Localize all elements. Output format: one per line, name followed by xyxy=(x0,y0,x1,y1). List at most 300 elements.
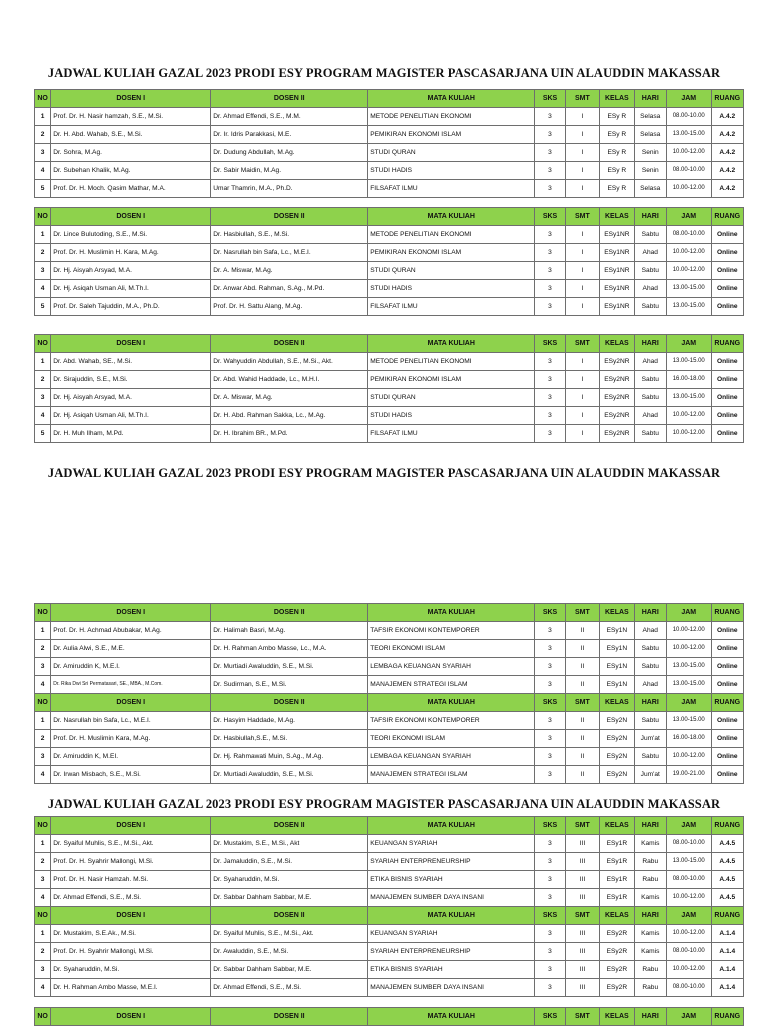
header-ruang: RUANG xyxy=(711,817,743,835)
header-sks: SKS xyxy=(535,1008,565,1026)
dosen-1-cell: Prof. Dr. H. Nasir Hamzah. M.Si. xyxy=(51,871,211,889)
smt-cell: I xyxy=(565,280,599,298)
jam-cell: 13.00-15.00 xyxy=(666,389,711,407)
mata-kuliah-cell: FILSAFAT ILMU xyxy=(368,180,535,198)
kelas-cell: ESy2N xyxy=(600,712,634,730)
row-no-cell: 2 xyxy=(35,943,51,961)
dosen-1-cell: Dr. Syaharuddin, M.Si. xyxy=(51,961,211,979)
header-sks: SKS xyxy=(535,694,565,712)
ruang-cell: Online xyxy=(711,622,743,640)
jam-cell: 10.00-12.00 xyxy=(666,244,711,262)
dosen-1-cell: Dr. Sohra, M.Ag. xyxy=(51,144,211,162)
jam-cell: 10.00-12.00 xyxy=(666,889,711,907)
header-sks: SKS xyxy=(535,817,565,835)
sks-cell: 3 xyxy=(535,943,565,961)
header-dosen1: DOSEN I xyxy=(51,907,211,925)
sks-cell: 3 xyxy=(535,425,565,443)
table-header-row xyxy=(35,208,744,226)
hari-cell: Ahad xyxy=(634,676,666,694)
dosen-2-cell: Dr. Hj. Rahmawati Muin, S.Ag., M.Ag. xyxy=(211,748,368,766)
kelas-cell: ESy1NR xyxy=(600,262,634,280)
mata-kuliah-cell: LEMBAGA KEUANGAN SYARIAH xyxy=(368,748,535,766)
row-no-cell: 5 xyxy=(35,425,51,443)
row-no-cell: 3 xyxy=(35,748,51,766)
header-ruang: RUANG xyxy=(711,907,743,925)
header-hari: HARI xyxy=(634,907,666,925)
dosen-1-cell: Prof. Dr. H. Achmad Abubakar, M.Ag. xyxy=(51,622,211,640)
header-kelas: KELAS xyxy=(600,335,634,353)
header-dosen1: DOSEN I xyxy=(51,90,211,108)
dosen-1-cell: Dr. Syaiful Muhlis, S.E., M.Si., Akt. xyxy=(51,835,211,853)
mata-kuliah-cell: METODE PENELITIAN EKONOMI xyxy=(368,108,535,126)
jam-cell: 16.00-18.00 xyxy=(666,730,711,748)
smt-cell: II xyxy=(565,676,599,694)
row-no-cell: 2 xyxy=(35,853,51,871)
header-smt: SMT xyxy=(565,90,599,108)
dosen-1-cell: Prof. Dr. H. Moch. Qasim Mathar, M.A. xyxy=(51,180,211,198)
table-header-row xyxy=(35,335,744,353)
dosen-1-cell: Prof. Dr. H. Muslimin Kara, M.Ag. xyxy=(51,730,211,748)
table-row xyxy=(35,730,744,748)
header-smt: SMT xyxy=(565,907,599,925)
kelas-cell: ESy2R xyxy=(600,961,634,979)
dosen-2-cell: Dr. Mustakim, S.E., M.Si., Akt xyxy=(211,835,368,853)
sks-cell: 3 xyxy=(535,162,565,180)
table-row xyxy=(35,622,744,640)
hari-cell: Rabu xyxy=(634,961,666,979)
smt-cell: III xyxy=(565,943,599,961)
kelas-cell: ESy1NR xyxy=(600,226,634,244)
header-jam: JAM xyxy=(666,604,711,622)
table-row xyxy=(35,226,744,244)
dosen-1-cell: Dr. Abd. Wahab, SE., M.Si. xyxy=(51,353,211,371)
sks-cell: 3 xyxy=(535,871,565,889)
dosen-1-cell: Dr. Hj. Aisyah Arsyad, M.A. xyxy=(51,262,211,280)
header-smt: SMT xyxy=(565,1008,599,1026)
sks-cell: 3 xyxy=(535,298,565,316)
hari-cell: Ahad xyxy=(634,622,666,640)
mata-kuliah-cell: TEORI EKONOMI ISLAM xyxy=(368,640,535,658)
ruang-cell: A.1.4 xyxy=(711,943,743,961)
ruang-cell: Online xyxy=(711,244,743,262)
dosen-2-cell: Dr. Hasbiullah,S.E., M.Si. xyxy=(211,730,368,748)
table-row xyxy=(35,979,744,997)
ruang-cell: Online xyxy=(711,676,743,694)
header-jam: JAM xyxy=(666,694,711,712)
dosen-1-cell: Prof. Dr. H. Nasir hamzah, S.E., M.Si. xyxy=(51,108,211,126)
smt-cell: I xyxy=(565,407,599,425)
dosen-1-cell: Dr. Mustakim, S.E.Ak., M.Si. xyxy=(51,925,211,943)
hari-cell: Sabtu xyxy=(634,389,666,407)
dosen-1-cell: Dr. Hj. Aisyah Arsyad, M.A. xyxy=(51,389,211,407)
row-no-cell: 4 xyxy=(35,407,51,425)
ruang-cell: Online xyxy=(711,712,743,730)
sks-cell: 3 xyxy=(535,622,565,640)
mata-kuliah-cell: FILSAFAT ILMU xyxy=(368,298,535,316)
mata-kuliah-cell: SYARIAH ENTERPRENEURSHIP xyxy=(368,943,535,961)
kelas-cell: ESy2N xyxy=(600,730,634,748)
header-hari: HARI xyxy=(634,694,666,712)
title-2: JADWAL KULIAH GAZAL 2023 PRODI ESY PROGRAM MAGISTER PASCASARJANA UIN ALAUDDIN MAKASSAR xyxy=(47,466,721,480)
header-jam: JAM xyxy=(666,335,711,353)
hari-cell: Jum'at xyxy=(634,730,666,748)
dosen-2-cell: Dr. Hasyim Haddade, M.Ag. xyxy=(211,712,368,730)
header-smt: SMT xyxy=(565,817,599,835)
smt-cell: III xyxy=(565,925,599,943)
table-row xyxy=(35,126,744,144)
jam-cell: 08.00-10.00 xyxy=(666,108,711,126)
hari-cell: Kamis xyxy=(634,925,666,943)
kelas-cell: ESy R xyxy=(600,126,634,144)
table-row xyxy=(35,425,744,443)
header-ruang: RUANG xyxy=(711,1008,743,1026)
smt-cell: I xyxy=(565,144,599,162)
sks-cell: 3 xyxy=(535,658,565,676)
mata-kuliah-cell: KEUANGAN SYARIAH xyxy=(368,835,535,853)
row-no-cell: 4 xyxy=(35,280,51,298)
ruang-cell: Online xyxy=(711,425,743,443)
kelas-cell: ESy1R xyxy=(600,889,634,907)
header-dosen2: DOSEN II xyxy=(211,694,368,712)
sks-cell: 3 xyxy=(535,244,565,262)
header-smt: SMT xyxy=(565,604,599,622)
sks-cell: 3 xyxy=(535,144,565,162)
hari-cell: Sabtu xyxy=(634,371,666,389)
kelas-cell: ESy R xyxy=(600,180,634,198)
smt-cell: I xyxy=(565,226,599,244)
header-dosen1: DOSEN I xyxy=(51,817,211,835)
smt-cell: I xyxy=(565,298,599,316)
header-hari: HARI xyxy=(634,817,666,835)
sks-cell: 3 xyxy=(535,889,565,907)
header-ruang: RUANG xyxy=(711,335,743,353)
row-no-cell: 1 xyxy=(35,622,51,640)
sks-cell: 3 xyxy=(535,389,565,407)
kelas-cell: ESy R xyxy=(600,162,634,180)
schedule-table-semester-3 xyxy=(34,816,744,997)
header-kelas: KELAS xyxy=(600,907,634,925)
table-row xyxy=(35,244,744,262)
jam-cell: 13.00-15.00 xyxy=(666,853,711,871)
table-header-row xyxy=(35,604,744,622)
row-no-cell: 2 xyxy=(35,371,51,389)
hari-cell: Ahad xyxy=(634,244,666,262)
mata-kuliah-cell: MANAJEMEN STRATEGI ISLAM xyxy=(368,676,535,694)
hari-cell: Ahad xyxy=(634,407,666,425)
ruang-cell: Online xyxy=(711,766,743,784)
header-mk: MATA KULIAH xyxy=(368,907,535,925)
row-no-cell: 2 xyxy=(35,126,51,144)
mata-kuliah-cell: ETIKA BISNIS SYARIAH xyxy=(368,871,535,889)
jam-cell: 13.00-15.00 xyxy=(666,658,711,676)
dosen-2-cell: Dr. A. Miswar, M.Ag. xyxy=(211,389,368,407)
table-row xyxy=(35,766,744,784)
kelas-cell: ESy2N xyxy=(600,766,634,784)
header-hari: HARI xyxy=(634,604,666,622)
kelas-cell: ESy R xyxy=(600,144,634,162)
kelas-cell: ESy1R xyxy=(600,853,634,871)
table-row xyxy=(35,676,744,694)
header-mk: MATA KULIAH xyxy=(368,335,535,353)
hari-cell: Senin xyxy=(634,144,666,162)
smt-cell: III xyxy=(565,871,599,889)
dosen-2-cell: Dr. H. Abd. Rahman Sakka, Lc., M.Ag. xyxy=(211,407,368,425)
hari-cell: Selasa xyxy=(634,108,666,126)
dosen-2-cell: Dr. H. Rahman Ambo Masse, Lc., M.A. xyxy=(211,640,368,658)
header-no: NO xyxy=(35,90,51,108)
table-header-row xyxy=(35,817,744,835)
row-no-cell: 3 xyxy=(35,961,51,979)
dosen-1-cell: Dr. Sirajuddin, S.E., M.Si. xyxy=(51,371,211,389)
header-ruang: RUANG xyxy=(711,694,743,712)
header-mk: MATA KULIAH xyxy=(368,1008,535,1026)
mata-kuliah-cell: METODE PENELITIAN EKONOMI xyxy=(368,353,535,371)
jam-cell: 10.00-12.00 xyxy=(666,262,711,280)
header-kelas: KELAS xyxy=(600,208,634,226)
jam-cell: 13.00-15.00 xyxy=(666,676,711,694)
hari-cell: Sabtu xyxy=(634,712,666,730)
dosen-2-cell: Dr. Sabbar Dahham Sabbar, M.E. xyxy=(211,889,368,907)
kelas-cell: ESy1N xyxy=(600,658,634,676)
table-header-row xyxy=(35,694,744,712)
dosen-2-cell: Dr. Wahyuddin Abdullah, S.E., M.Si., Akt. xyxy=(211,353,368,371)
ruang-cell: A.4.2 xyxy=(711,126,743,144)
hari-cell: Sabtu xyxy=(634,640,666,658)
sks-cell: 3 xyxy=(535,280,565,298)
jam-cell: 10.00-12.00 xyxy=(666,425,711,443)
hari-cell: Rabu xyxy=(634,979,666,997)
table-row xyxy=(35,712,744,730)
hari-cell: Senin xyxy=(634,162,666,180)
sks-cell: 3 xyxy=(535,108,565,126)
kelas-cell: ESy1NR xyxy=(600,280,634,298)
smt-cell: I xyxy=(565,126,599,144)
sks-cell: 3 xyxy=(535,835,565,853)
header-no: NO xyxy=(35,694,51,712)
mata-kuliah-cell: STUDI HADIS xyxy=(368,162,535,180)
smt-cell: II xyxy=(565,658,599,676)
dosen-1-cell: Dr. H. Muh Ilham, M.Pd. xyxy=(51,425,211,443)
jam-cell: 13.00-15.00 xyxy=(666,353,711,371)
table-header-row xyxy=(35,90,744,108)
header-ruang: RUANG xyxy=(711,208,743,226)
kelas-cell: ESy1R xyxy=(600,871,634,889)
header-kelas: KELAS xyxy=(600,604,634,622)
ruang-cell: A.4.2 xyxy=(711,180,743,198)
row-no-cell: 4 xyxy=(35,162,51,180)
dosen-1-cell: Dr. Irwan Misbach, S.E., M.Si. xyxy=(51,766,211,784)
table-row xyxy=(35,353,744,371)
ruang-cell: Online xyxy=(711,389,743,407)
header-dosen2: DOSEN II xyxy=(211,90,368,108)
smt-cell: II xyxy=(565,622,599,640)
mata-kuliah-cell: PEMIKIRAN EKONOMI ISLAM xyxy=(368,371,535,389)
jam-cell: 13.00-15.00 xyxy=(666,298,711,316)
smt-cell: II xyxy=(565,712,599,730)
header-dosen2: DOSEN II xyxy=(211,1008,368,1026)
mata-kuliah-cell: METODE PENELITIAN EKONOMI xyxy=(368,226,535,244)
mata-kuliah-cell: STUDI HADIS xyxy=(368,407,535,425)
header-kelas: KELAS xyxy=(600,817,634,835)
jam-cell: 10.00-12.00 xyxy=(666,925,711,943)
sks-cell: 3 xyxy=(535,226,565,244)
hari-cell: Sabtu xyxy=(634,658,666,676)
dosen-2-cell: Prof. Dr. H. Sattu Alang, M.Ag. xyxy=(211,298,368,316)
table-row xyxy=(35,144,744,162)
smt-cell: I xyxy=(565,180,599,198)
row-no-cell: 1 xyxy=(35,353,51,371)
dosen-1-cell: Dr. Hj. Asiqah Usman Ali, M.Th.I. xyxy=(51,407,211,425)
jam-cell: 10.00-12.00 xyxy=(666,622,711,640)
header-sks: SKS xyxy=(535,907,565,925)
table-row xyxy=(35,871,744,889)
table-row xyxy=(35,889,744,907)
smt-cell: II xyxy=(565,748,599,766)
header-no: NO xyxy=(35,604,51,622)
row-no-cell: 2 xyxy=(35,640,51,658)
ruang-cell: Online xyxy=(711,280,743,298)
hari-cell: Kamis xyxy=(634,943,666,961)
kelas-cell: ESy2NR xyxy=(600,389,634,407)
mata-kuliah-cell: MANAJEMEN STRATEGI ISLAM xyxy=(368,766,535,784)
smt-cell: I xyxy=(565,262,599,280)
header-dosen2: DOSEN II xyxy=(211,817,368,835)
hari-cell: Kamis xyxy=(634,889,666,907)
table-row xyxy=(35,943,744,961)
dosen-1-cell: Prof. Dr. H. Syahrir Mallongi, M.Si. xyxy=(51,853,211,871)
jam-cell: 10.00-12.00 xyxy=(666,144,711,162)
mata-kuliah-cell: STUDI QURAN xyxy=(368,262,535,280)
ruang-cell: A.1.4 xyxy=(711,979,743,997)
table-row xyxy=(35,748,744,766)
table-row xyxy=(35,262,744,280)
dosen-1-cell: Dr. H. Rahman Ambo Masse, M.E.I. xyxy=(51,979,211,997)
table-row xyxy=(35,835,744,853)
mata-kuliah-cell: STUDI QURAN xyxy=(368,144,535,162)
ruang-cell: A.1.4 xyxy=(711,925,743,943)
header-dosen2: DOSEN II xyxy=(211,604,368,622)
table-row xyxy=(35,640,744,658)
ruang-cell: A.4.2 xyxy=(711,144,743,162)
dosen-2-cell: Dr. Murtiadi Awaluddin, S.E., M.Si. xyxy=(211,766,368,784)
kelas-cell: ESy R xyxy=(600,108,634,126)
dosen-2-cell: Dr. Anwar Abd. Rahman, S.Ag., M.Pd. xyxy=(211,280,368,298)
hari-cell: Sabtu xyxy=(634,748,666,766)
row-no-cell: 1 xyxy=(35,108,51,126)
jam-cell: 10.00-12.00 xyxy=(666,748,711,766)
dosen-1-cell: Dr. Hj. Asiqah Usman Ali, M.Th.I. xyxy=(51,280,211,298)
header-hari: HARI xyxy=(634,208,666,226)
table-row xyxy=(35,961,744,979)
jam-cell: 19.00-21.00 xyxy=(666,766,711,784)
dosen-2-cell: Dr. Jamaluddin, S.E., M.Si. xyxy=(211,853,368,871)
row-no-cell: 3 xyxy=(35,871,51,889)
kelas-cell: ESy1N xyxy=(600,676,634,694)
mata-kuliah-cell: PEMIKIRAN EKONOMI ISLAM xyxy=(368,126,535,144)
table-row xyxy=(35,280,744,298)
kelas-cell: ESy1NR xyxy=(600,298,634,316)
header-sks: SKS xyxy=(535,90,565,108)
kelas-cell: ESy1R xyxy=(600,835,634,853)
smt-cell: III xyxy=(565,853,599,871)
header-smt: SMT xyxy=(565,335,599,353)
smt-cell: III xyxy=(565,835,599,853)
table-header-row xyxy=(35,907,744,925)
dosen-2-cell: Dr. Halimah Basri, M.Ag. xyxy=(211,622,368,640)
row-no-cell: 2 xyxy=(35,244,51,262)
sks-cell: 3 xyxy=(535,853,565,871)
header-no: NO xyxy=(35,817,51,835)
dosen-1-cell: Dr. Subehan Khalik, M.Ag. xyxy=(51,162,211,180)
mata-kuliah-cell: LEMBAGA KEUANGAN SYARIAH xyxy=(368,658,535,676)
table-row xyxy=(35,925,744,943)
hari-cell: Selasa xyxy=(634,180,666,198)
sks-cell: 3 xyxy=(535,979,565,997)
schedule-table-semester-1-nonreguler-2 xyxy=(34,334,744,443)
row-no-cell: 4 xyxy=(35,889,51,907)
table-row xyxy=(35,371,744,389)
header-hari: HARI xyxy=(634,1008,666,1026)
mata-kuliah-cell: ETIKA BISNIS SYARIAH xyxy=(368,961,535,979)
mata-kuliah-cell: SYARIAH ENTERPRENEURSHIP xyxy=(368,853,535,871)
row-no-cell: 1 xyxy=(35,226,51,244)
dosen-1-cell: Dr. Lince Bulutoding, S.E., M.Si. xyxy=(51,226,211,244)
ruang-cell: Online xyxy=(711,226,743,244)
ruang-cell: A.4.2 xyxy=(711,162,743,180)
header-mk: MATA KULIAH xyxy=(368,208,535,226)
dosen-2-cell: Dr. A. Miswar, M.Ag. xyxy=(211,262,368,280)
dosen-2-cell: Dr. Abd. Wahid Haddade, Lc., M.H.I. xyxy=(211,371,368,389)
header-mk: MATA KULIAH xyxy=(368,817,535,835)
sks-cell: 3 xyxy=(535,126,565,144)
dosen-2-cell: Dr. Ir. Idris Parakkasi, M.E. xyxy=(211,126,368,144)
table-row xyxy=(35,853,744,871)
kelas-cell: ESy2N xyxy=(600,748,634,766)
dosen-2-cell: Dr. Ahmad Effendi, S.E., M.Si. xyxy=(211,979,368,997)
header-ruang: RUANG xyxy=(711,604,743,622)
hari-cell: Kamis xyxy=(634,835,666,853)
sks-cell: 3 xyxy=(535,371,565,389)
title-3: JADWAL KULIAH GAZAL 2023 PRODI ESY PROGRAM MAGISTER PASCASARJANA UIN ALAUDDIN MAKASSAR xyxy=(47,797,721,811)
header-dosen2: DOSEN II xyxy=(211,208,368,226)
kelas-cell: ESy2R xyxy=(600,979,634,997)
kelas-cell: ESy2NR xyxy=(600,407,634,425)
header-jam: JAM xyxy=(666,907,711,925)
header-jam: JAM xyxy=(666,208,711,226)
sks-cell: 3 xyxy=(535,730,565,748)
sks-cell: 3 xyxy=(535,676,565,694)
mata-kuliah-cell: FILSAFAT ILMU xyxy=(368,425,535,443)
ruang-cell: A.4.5 xyxy=(711,889,743,907)
dosen-1-cell: Dr. Amiruddin K, M.E.I. xyxy=(51,658,211,676)
schedule-table-partial xyxy=(34,1007,744,1026)
ruang-cell: Online xyxy=(711,407,743,425)
row-no-cell: 3 xyxy=(35,144,51,162)
table-row xyxy=(35,389,744,407)
mata-kuliah-cell: MANAJEMEN SUMBER DAYA INSANI xyxy=(368,979,535,997)
dosen-2-cell: Dr. H. Ibrahim BR., M.Pd. xyxy=(211,425,368,443)
dosen-2-cell: Umar Thamrin, M.A., Ph.D. xyxy=(211,180,368,198)
jam-cell: 10.00-12.00 xyxy=(666,407,711,425)
header-hari: HARI xyxy=(634,90,666,108)
jam-cell: 16.00-18.00 xyxy=(666,371,711,389)
dosen-1-cell: Dr. Rika Dwi Sri Permatasari, SE., MBA., M.Com. xyxy=(51,676,211,694)
header-sks: SKS xyxy=(535,208,565,226)
smt-cell: I xyxy=(565,425,599,443)
dosen-2-cell: Dr. Hasbiullah, S.E., M.Si. xyxy=(211,226,368,244)
header-dosen1: DOSEN I xyxy=(51,604,211,622)
hari-cell: Rabu xyxy=(634,871,666,889)
